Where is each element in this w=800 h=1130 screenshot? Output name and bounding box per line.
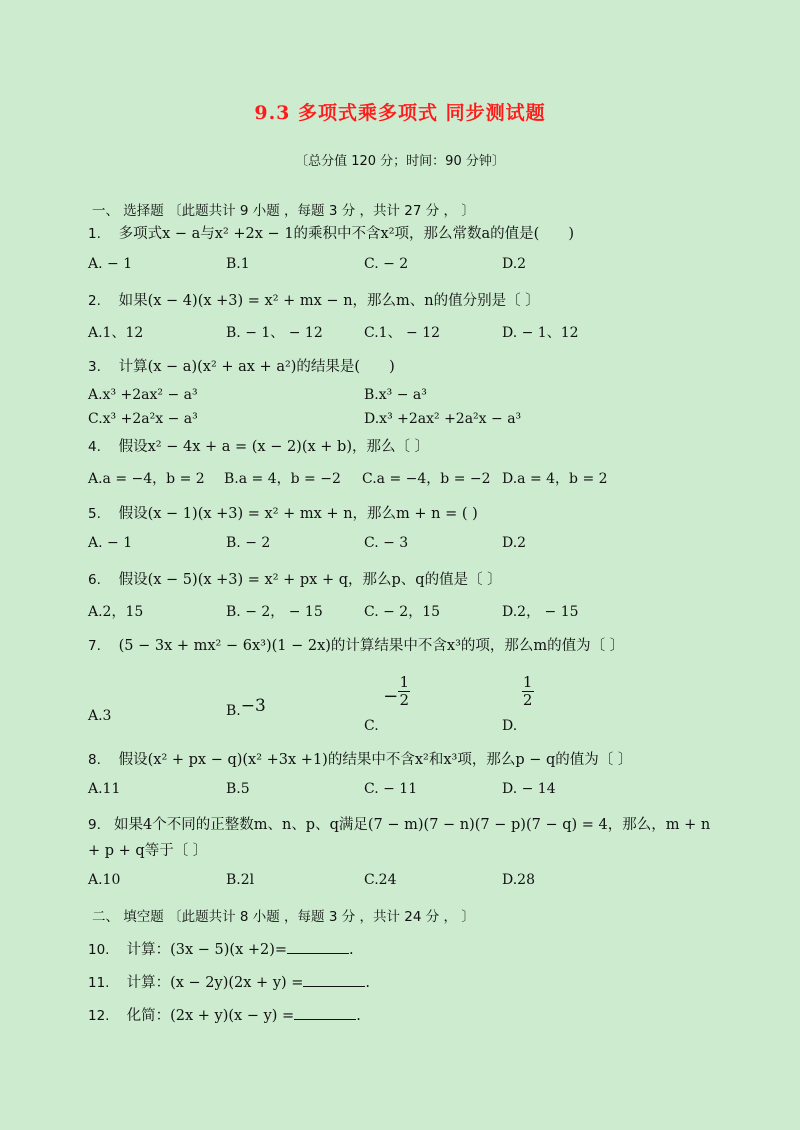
option-c: C.1、 − 12 [364,325,441,341]
question-text: 假设(x − 1)(x +3) = x² + mx + n，那么m + n = ( ) [118,506,478,522]
question-1 [88,222,574,243]
page-title: 9.3 多项式乘多项式 同步测试题 [254,102,546,124]
option-d: D. $\frac{1}{2}$ [502,673,533,734]
option-d: D.2 [502,256,527,272]
option-a: A. − 1 [88,256,133,272]
option-b: B.−3 [226,696,266,719]
question-11: 11. 计算：(x − 2y)(2x + y) = . [88,971,370,992]
option-d: D.a = 4，b = 2 [502,471,608,487]
option-b: B.a = 4，b = −2 [224,471,341,487]
question-text: (5 − 3x + mx² − 6x³)(1 − 2x)的计算结果中不含x³的项，那么m的值为〔 〕 [118,638,625,654]
option-c: C.24 [364,872,397,888]
question-10: 10. 计算：(3x − 5)(x +2)= . [88,938,354,959]
fraction-numerator: 1 [399,673,409,691]
option-d: D.28 [502,872,535,888]
option-c: C.a = −4，b = −2 [362,471,491,487]
option-c: C. − 11 [364,781,418,797]
option-b-value: −3 [240,696,266,716]
question-9 [88,812,718,864]
question-text: 多项式x − a与x² +2x − 1的乘积中不含x²项，那么常数a的值是( ) [118,226,574,242]
option-b: B.5 [226,781,250,797]
question-number: 9. [88,817,101,833]
question-text: 计算：(x − 2y)(2x + y) = [126,975,304,991]
question-number: 7. [88,638,101,654]
answer-blank[interactable] [294,1005,356,1020]
question-7 [88,634,624,655]
option-c: C. − 3 [364,535,409,551]
option-d: D. − 1、12 [502,325,579,341]
option-b: B. − 1、 − 12 [226,325,323,341]
option-c: C. − 2 [364,256,409,272]
question-text: 计算：(3x − 5)(x +2)= [126,942,288,958]
option-a: A. − 1 [88,535,133,551]
question-8 [88,748,632,769]
question-number: 2. [88,293,101,309]
question-text: 如果4个不同的正整数m、n、p、q满足(7 − m)(7 − n)(7 − p)(7 − q) = 4，那么，m + n + p + q等于〔 〕 [88,817,711,859]
option-a: A.x³ +2ax² − a³ [88,387,198,403]
option-b: B. − 2 [226,535,271,551]
question-number: 12. [88,1008,110,1024]
question-number: 1. [88,226,101,242]
option-a: A.3 [88,708,112,724]
question-text: 假设(x − 5)(x +3) = x² + px + q，那么p、q的值是〔 〕 [118,572,502,588]
question-number: 3. [88,359,101,375]
question-number: 5. [88,506,101,522]
option-d: D.2， − 15 [502,604,579,620]
option-a: A.2，15 [88,604,144,620]
option-d: D.2 [502,535,527,551]
option-c: C. − 2，15 [364,604,441,620]
option-a: A.a = −4，b = 2 [88,471,205,487]
section-heading-fill: 二、 填空题 〔此题共计 8 小题 ，每题 3 分 ，共计 24 分 ， 〕 [92,909,475,925]
fraction-denominator: 2 [399,691,409,709]
answer-blank[interactable] [287,939,349,954]
question-number: 8. [88,752,101,768]
option-d: D.x³ +2ax² +2a²x − a³ [364,411,522,427]
question-12: 12. 化简：(2x + y)(x − y) = . [88,1004,361,1025]
option-a: A.10 [88,872,121,888]
question-3 [88,355,395,376]
question-number: 4. [88,439,101,455]
fraction-numerator: 1 [522,673,533,691]
question-number: 10. [88,942,110,958]
answer-blank[interactable] [303,972,365,987]
option-b: B. − 2， − 15 [226,604,323,620]
question-text: 假设(x² + px − q)(x² +3x +1)的结果中不含x²和x³项，那么p − q的值为〔 〕 [118,752,633,768]
page-subtitle: 〔总分值 120 分；时间：90 分钟〕 [295,154,505,169]
question-2 [88,289,540,310]
option-c: C.x³ +2a²x − a³ [88,411,198,427]
question-text: 假设x² − 4x + a = (x − 2)(x + b)，那么〔 〕 [118,439,430,455]
question-5 [88,502,478,523]
minus-sign: − [383,685,399,707]
option-d: D. − 14 [502,781,556,797]
question-text: 计算(x − a)(x² + ax + a²)的结果是( ) [118,359,395,375]
option-a: A.11 [88,781,121,797]
option-b: B.1 [226,256,250,272]
option-b: B.x³ − a³ [364,387,427,403]
question-4 [88,435,429,456]
section-heading-choice: 一、 选择题 〔此题共计 9 小题 ，每题 3 分 ，共计 27 分 ， 〕 [92,203,475,219]
fraction [522,674,534,709]
question-6 [88,568,502,589]
fraction-denominator: 2 [522,691,533,709]
option-c: C. − $\frac{1}{2}$ [364,673,409,734]
fraction [398,674,410,709]
option-b: B.2l [226,872,255,888]
question-number: 6. [88,572,101,588]
question-number: 11. [88,975,110,991]
question-text: 化简：(2x + y)(x − y) = [126,1008,295,1024]
question-text: 如果(x − 4)(x +3) = x² + mx − n，那么m、n的值分别是〔 〕 [118,293,540,309]
option-a: A.1、12 [88,325,144,341]
